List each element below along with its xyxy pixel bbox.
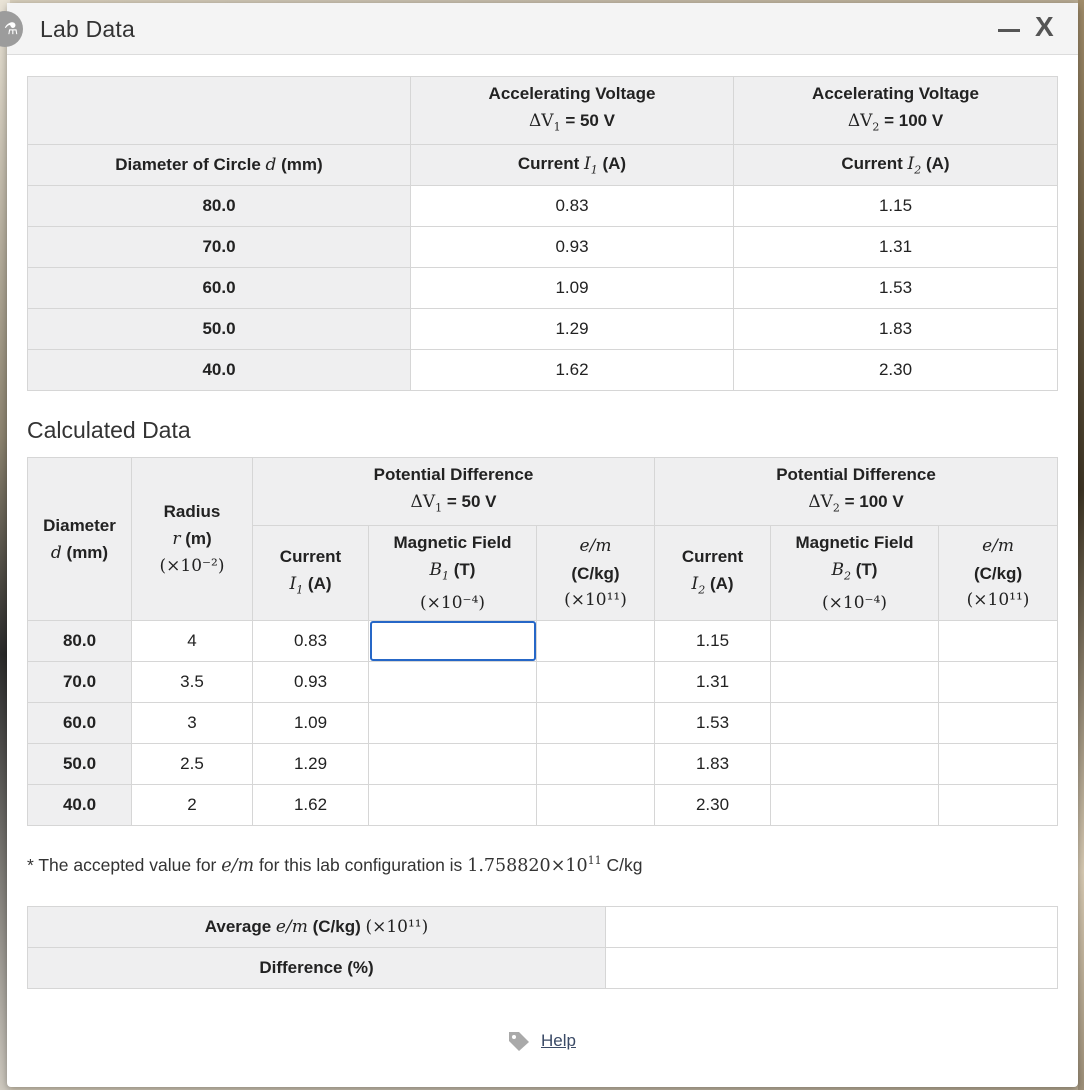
calc-row-field2-input[interactable] bbox=[771, 785, 939, 826]
calculated-data-table bbox=[27, 457, 1058, 826]
calc-row-field2-input[interactable] bbox=[771, 662, 939, 703]
calc-row-radius: 3.5 bbox=[132, 662, 253, 703]
calc-current1-unit: (A) bbox=[307, 573, 332, 593]
calc-row-em1-input[interactable] bbox=[537, 621, 655, 662]
row-diameter: 80.0 bbox=[28, 186, 411, 227]
calc-row-current2: 1.15 bbox=[655, 621, 771, 662]
calc-group1-voltage: = 50 V bbox=[446, 492, 497, 512]
row-diameter: 40.0 bbox=[28, 350, 411, 391]
calc-group2-voltage: = 100 V bbox=[844, 492, 904, 512]
diameter-header: Diameter of Circle d (mm) bbox=[28, 145, 411, 186]
calc-row-radius: 2.5 bbox=[132, 744, 253, 785]
accepted-value-note: * The accepted value for e/m for this lab configuration is $1.758820\times 10^{11}$ C/kg bbox=[27, 854, 643, 876]
calc-row-em1-input[interactable] bbox=[537, 744, 655, 785]
average-unit: (C/kg) bbox=[312, 917, 361, 936]
calc-row-diameter: 50.0 bbox=[28, 744, 132, 785]
calc-radius-unit: (m) bbox=[185, 529, 212, 548]
calc-field2-scale: (×10⁻⁴) bbox=[822, 592, 887, 613]
minimize-button[interactable] bbox=[996, 15, 1022, 43]
calc-current2-label: Current bbox=[681, 546, 744, 566]
calc-row-current2: 2.30 bbox=[655, 785, 771, 826]
current2-unit: (A) bbox=[925, 153, 950, 173]
calc-row-field1-input[interactable] bbox=[369, 662, 537, 703]
lab-data-table bbox=[27, 76, 1058, 391]
row-current1: 0.83 bbox=[411, 186, 734, 227]
diameter-header-unit: (mm) bbox=[281, 155, 323, 174]
background-edge-right bbox=[1078, 0, 1084, 1090]
current2-label: Current bbox=[841, 153, 903, 173]
table-row bbox=[28, 268, 1058, 309]
lab-data-dialog bbox=[3, 3, 1078, 1087]
voltage1-title: Accelerating Voltage bbox=[488, 84, 656, 104]
calc-group2-header: Potential Difference $\Delta V_2 = 100$ V bbox=[655, 458, 1058, 526]
table-row bbox=[28, 662, 1058, 703]
calc-current2-unit: (A) bbox=[709, 573, 734, 593]
calc-field1-header: Magnetic Field $B_1$ (T) (×10⁻⁴) bbox=[369, 526, 537, 621]
calc-radius-header: Radius r (m) (×10⁻²) bbox=[132, 458, 253, 621]
close-button[interactable]: X bbox=[1035, 11, 1054, 42]
calc-row-diameter: 80.0 bbox=[28, 621, 132, 662]
calc-field2-header: Magnetic Field $B_2$ (T) (×10⁻⁴) bbox=[771, 526, 939, 621]
calc-radius-label: Radius bbox=[163, 502, 221, 521]
table-row bbox=[28, 227, 1058, 268]
calc-row-current1: 0.93 bbox=[253, 662, 369, 703]
calc-row-radius: 2 bbox=[132, 785, 253, 826]
calc-diameter-unit: (mm) bbox=[66, 542, 109, 562]
calc-row-em1-input[interactable] bbox=[537, 785, 655, 826]
calc-radius-scale: (×10⁻²) bbox=[159, 556, 225, 576]
flask-icon: ⚗ bbox=[0, 11, 23, 47]
row-current2: 2.30 bbox=[734, 350, 1058, 391]
calc-row-current2: 1.53 bbox=[655, 703, 771, 744]
calc-group2-title: Potential Difference bbox=[776, 465, 936, 485]
calc-row-em2-input[interactable] bbox=[939, 703, 1058, 744]
blank-header-cell bbox=[28, 77, 411, 145]
calc-row-radius: 4 bbox=[132, 621, 253, 662]
table-row bbox=[28, 703, 1058, 744]
calculated-data-title: Calculated Data bbox=[27, 417, 191, 443]
calc-em1-header: e/m (C/kg) (×10¹¹) bbox=[537, 526, 655, 621]
row-diameter: 60.0 bbox=[28, 268, 411, 309]
calc-row-diameter: 70.0 bbox=[28, 662, 132, 703]
table-row bbox=[28, 309, 1058, 350]
calc-row-field2-input[interactable] bbox=[771, 744, 939, 785]
calc-row-field2-input[interactable] bbox=[771, 621, 939, 662]
row-current2: 1.53 bbox=[734, 268, 1058, 309]
calc-row-field2-input[interactable] bbox=[771, 703, 939, 744]
row-current1: 0.93 bbox=[411, 227, 734, 268]
average-em-header: Average e/m (C/kg) (×10¹¹) bbox=[28, 907, 606, 948]
calc-em2-scale: (×10¹¹) bbox=[966, 589, 1030, 610]
magnetic-field-input-active[interactable] bbox=[370, 621, 536, 661]
calc-field2-label: Magnetic Field bbox=[795, 533, 914, 553]
calc-current1-label: Current bbox=[279, 546, 342, 566]
voltage2-value: = 100 V bbox=[884, 111, 944, 131]
title-bar[interactable] bbox=[3, 3, 1078, 55]
calc-field1-scale: (×10⁻⁴) bbox=[420, 592, 485, 613]
calc-row-em2-input[interactable] bbox=[939, 744, 1058, 785]
current1-unit: (A) bbox=[602, 153, 627, 173]
calc-row-current1: 1.62 bbox=[253, 785, 369, 826]
calc-diameter-label: Diameter bbox=[43, 515, 116, 535]
row-current1: 1.29 bbox=[411, 309, 734, 350]
calc-row-current1: 1.09 bbox=[253, 703, 369, 744]
table-row bbox=[28, 621, 1058, 662]
calc-row-field1-cell[interactable] bbox=[369, 621, 537, 662]
note-exponent: 11 bbox=[587, 854, 602, 867]
average-label: Average bbox=[204, 917, 272, 936]
calc-field2-unit: (T) bbox=[855, 560, 878, 580]
calc-row-field1-input[interactable] bbox=[369, 785, 537, 826]
average-scale: (×10¹¹) bbox=[365, 917, 429, 937]
table-row bbox=[28, 744, 1058, 785]
calc-current2-header: Current $I_2$ (A) bbox=[655, 526, 771, 621]
calc-row-current2: 1.83 bbox=[655, 744, 771, 785]
voltage2-header: Accelerating Voltage $\Delta V_2 = 100$ V bbox=[734, 77, 1058, 145]
summary-table bbox=[27, 906, 1058, 989]
row-diameter: 50.0 bbox=[28, 309, 411, 350]
calc-em2-unit: (C/kg) bbox=[973, 563, 1023, 583]
note-mid: for this lab configuration is bbox=[259, 854, 463, 875]
calc-row-em1-input[interactable] bbox=[537, 703, 655, 744]
row-diameter: 70.0 bbox=[28, 227, 411, 268]
help-link[interactable]: Help bbox=[541, 1031, 576, 1050]
average-em-input[interactable] bbox=[606, 907, 1058, 948]
row-current1: 1.09 bbox=[411, 268, 734, 309]
calc-em2-header: e/m (C/kg) (×10¹¹) bbox=[939, 526, 1058, 621]
note-prefix: * The accepted value for bbox=[27, 854, 217, 875]
calc-row-current2: 1.31 bbox=[655, 662, 771, 703]
voltage1-header: Accelerating Voltage $\Delta V_1 = 50$ V bbox=[411, 77, 734, 145]
calc-row-field1-input[interactable] bbox=[369, 744, 537, 785]
difference-input[interactable] bbox=[606, 948, 1058, 989]
table-row bbox=[28, 350, 1058, 391]
calc-row-current1: 0.83 bbox=[253, 621, 369, 662]
calc-row-field1-input[interactable] bbox=[369, 703, 537, 744]
calc-row-em1-input[interactable] bbox=[537, 662, 655, 703]
row-current2: 1.31 bbox=[734, 227, 1058, 268]
table-row bbox=[28, 186, 1058, 227]
calc-em1-unit: (C/kg) bbox=[571, 563, 620, 583]
calc-diameter-header: Diameter d (mm) bbox=[28, 458, 132, 621]
calc-current1-header: Current $I_1$ (A) bbox=[253, 526, 369, 621]
note-unit: C/kg bbox=[606, 854, 643, 875]
diameter-header-label: Diameter of Circle bbox=[115, 155, 261, 174]
help-area[interactable] bbox=[507, 1030, 576, 1052]
calc-row-em2-input[interactable] bbox=[939, 621, 1058, 662]
window-title: Lab Data bbox=[40, 16, 135, 42]
calc-row-diameter: 40.0 bbox=[28, 785, 132, 826]
voltage1-value: = 50 V bbox=[565, 111, 615, 131]
calc-row-diameter: 60.0 bbox=[28, 703, 132, 744]
calc-group1-title: Potential Difference bbox=[373, 465, 534, 485]
voltage2-title: Accelerating Voltage bbox=[812, 84, 979, 104]
row-current2: 1.83 bbox=[734, 309, 1058, 350]
calc-field1-unit: (T) bbox=[453, 560, 476, 580]
row-current1: 1.62 bbox=[411, 350, 734, 391]
calc-row-em2-input[interactable] bbox=[939, 662, 1058, 703]
row-current2: 1.15 bbox=[734, 186, 1058, 227]
current1-label: Current bbox=[517, 153, 580, 173]
table-row bbox=[28, 785, 1058, 826]
tag-icon bbox=[507, 1030, 531, 1052]
calc-field1-label: Magnetic Field bbox=[393, 533, 512, 553]
calc-row-em2-input[interactable] bbox=[939, 785, 1058, 826]
calc-row-radius: 3 bbox=[132, 703, 253, 744]
current1-header: Current $I_1$ (A) bbox=[411, 145, 734, 186]
calc-group1-header: Potential Difference $\Delta V_1 = 50$ V bbox=[253, 458, 655, 526]
current2-header: Current $I_2$ (A) bbox=[734, 145, 1058, 186]
note-value: 1.758820×10 bbox=[467, 855, 588, 876]
calc-row-current1: 1.29 bbox=[253, 744, 369, 785]
difference-header: Difference (%) bbox=[28, 948, 606, 989]
calc-em1-scale: (×10¹¹) bbox=[564, 589, 627, 610]
